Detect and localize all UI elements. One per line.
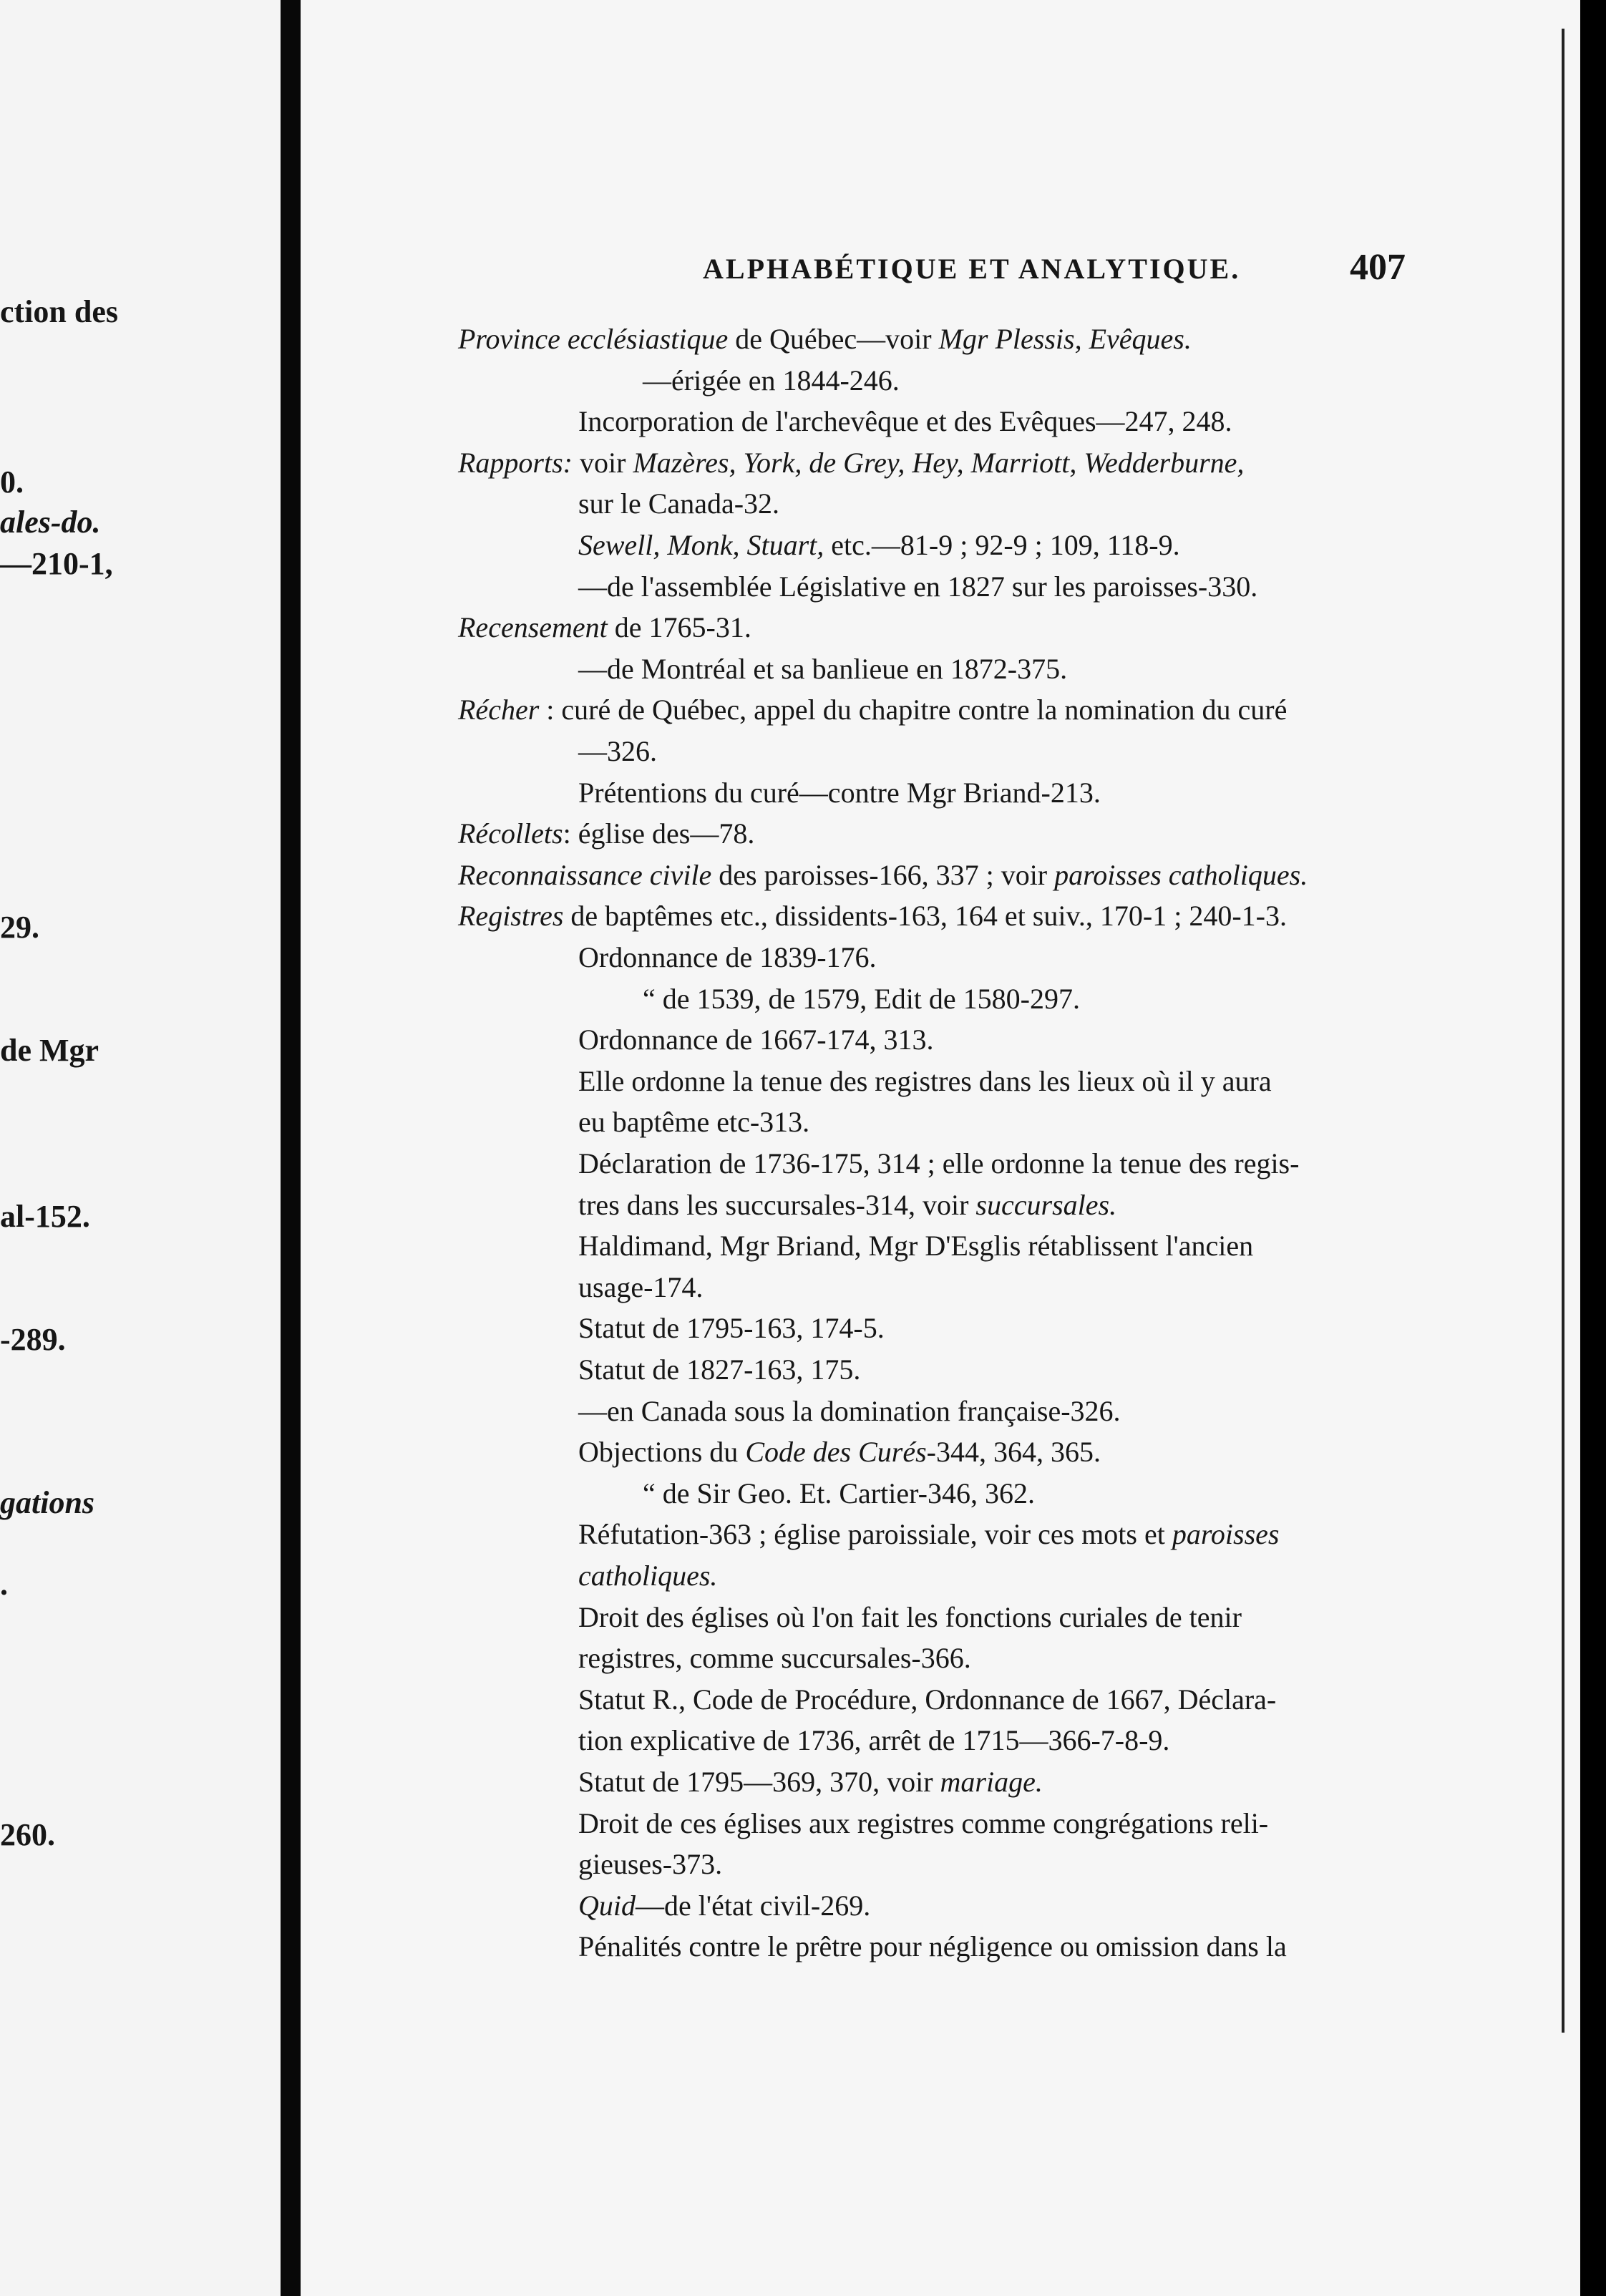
index-term: Récher: [458, 694, 540, 726]
index-text: Réfutation-363 ; église paroissiale, voir ces mots et: [578, 1518, 1172, 1550]
left-fragment: al-152.: [0, 1199, 90, 1234]
index-text: Prétentions du curé—contre Mgr Briand-213.: [578, 777, 1101, 809]
index-line: [458, 693, 1287, 727]
index-term: Mazères, York, de Grey, Hey, Marriott, Wedderburne,: [633, 447, 1245, 479]
index-term: Recensement: [458, 611, 608, 643]
index-line: [578, 1311, 885, 1346]
index-term: Quid: [578, 1889, 636, 1922]
index-text: eu baptême etc-313.: [578, 1106, 810, 1138]
book-gutter: [281, 0, 301, 2296]
index-text: etc.—81-9 ; 92-9 ; 109, 118-9.: [824, 529, 1180, 561]
index-term: paroisses catholiques.: [1054, 859, 1308, 891]
index-line: [578, 1147, 1299, 1181]
index-text: -344, 364, 365.: [926, 1436, 1101, 1468]
left-fragment: ction des: [0, 294, 118, 329]
index-text: —en Canada sous la domination française-326.: [578, 1395, 1121, 1427]
index-term: Rapports:: [458, 447, 573, 479]
index-text: Statut de 1827-163, 175.: [578, 1353, 861, 1386]
index-line: [458, 858, 1308, 892]
index-line: [578, 1683, 1276, 1717]
running-title: ALPHABÉTIQUE ET ANALYTIQUE.: [703, 253, 1241, 285]
left-fragment: 260.: [0, 1817, 55, 1852]
index-text: : curé de Québec, appel du chapitre contre la nomination du curé: [539, 694, 1288, 726]
index-term: Récollets: [458, 817, 563, 850]
index-line: [578, 652, 1067, 686]
index-term: Province ecclésiastique: [458, 323, 729, 355]
index-page: [301, 0, 1580, 2296]
index-text: : église des—78.: [563, 817, 755, 850]
index-line: [578, 1394, 1121, 1429]
index-text: Droit des églises où l'on fait les fonctions curiales de tenir: [578, 1601, 1242, 1633]
index-line: [458, 446, 1244, 480]
index-text: des paroisses-166, 337 ; voir: [711, 859, 1055, 891]
index-text: usage-174.: [578, 1271, 704, 1303]
index-text: voir: [573, 447, 633, 479]
index-text: —de l'état civil-269.: [636, 1889, 871, 1922]
index-text: Haldimand, Mgr Briand, Mgr D'Esglis rétablissent l'ancien: [578, 1230, 1254, 1262]
index-line: [578, 1559, 717, 1593]
index-line: [578, 1806, 1268, 1841]
left-fragment: .: [0, 1567, 8, 1602]
index-line: [578, 734, 657, 769]
left-fragment: gations: [0, 1485, 95, 1520]
index-text: Déclaration de 1736-175, 314 ; elle ordonne la tenue des regis-: [578, 1147, 1300, 1179]
index-line: [643, 982, 1080, 1016]
index-line: [578, 1600, 1242, 1635]
index-term: paroisses: [1172, 1518, 1280, 1550]
index-text: Objections du: [578, 1436, 746, 1468]
index-line: [578, 776, 1101, 810]
index-text: Elle ordonne la tenue des registres dans les lieux où il y aura: [578, 1065, 1272, 1097]
left-fragment: de Mgr: [0, 1033, 99, 1068]
index-line: [578, 1064, 1272, 1099]
index-text: de Québec—voir: [728, 323, 939, 355]
index-line: [578, 1353, 860, 1387]
index-term: catholiques.: [578, 1560, 718, 1592]
page-number: 407: [1350, 247, 1406, 288]
index-line: [578, 1105, 809, 1139]
index-line: [578, 528, 1180, 563]
index-line: [578, 487, 779, 521]
index-text: —326.: [578, 735, 657, 767]
index-line: [578, 1930, 1287, 1964]
left-fragment: 0.: [0, 464, 24, 500]
index-text: tres dans les succursales-314, voir: [578, 1189, 976, 1221]
index-line: [578, 1270, 703, 1305]
index-line: [578, 1435, 1101, 1469]
index-line: [578, 1517, 1279, 1552]
index-line: [578, 570, 1257, 604]
index-term: Reconnaissance civile: [458, 859, 712, 891]
index-text: tion explicative de 1736, arrêt de 1715—366-7-8-9.: [578, 1724, 1170, 1756]
index-line: [578, 1847, 722, 1882]
index-text: de baptêmes etc., dissidents-163, 164 et suiv., 170-1 ; 240-1-3.: [563, 900, 1287, 932]
index-line: [578, 1229, 1253, 1263]
index-line: [643, 364, 900, 398]
index-text: “ de 1539, de 1579, Edit de 1580-297.: [643, 983, 1080, 1015]
index-term: Code des Curés: [745, 1436, 927, 1468]
index-line: [578, 1023, 934, 1057]
left-fragment: —210-1,: [0, 546, 113, 581]
index-line: [458, 611, 751, 645]
index-text: de 1765-31.: [607, 611, 751, 643]
index-line: [578, 1723, 1169, 1758]
facing-page-edge: [0, 0, 281, 2296]
index-line: [643, 1477, 1035, 1511]
index-text: Statut R., Code de Procédure, Ordonnance de 1667, Déclara-: [578, 1683, 1277, 1716]
index-line: [458, 817, 754, 851]
index-line: [578, 404, 1232, 439]
index-line: [458, 322, 1192, 356]
index-term: Sewell, Monk, Stuart,: [578, 529, 824, 561]
index-line: [578, 1641, 971, 1675]
index-line: [578, 1765, 1043, 1799]
index-text: “ de Sir Geo. Et. Cartier-346, 362.: [643, 1477, 1035, 1509]
index-text: —de l'assemblée Législative en 1827 sur les paroisses-330.: [578, 570, 1258, 603]
left-fragment: ales-do.: [0, 505, 101, 540]
index-line: [578, 1188, 1116, 1222]
index-text: Incorporation de l'archevêque et des Evêques—247, 248.: [578, 405, 1232, 437]
page-edge-rule: [1562, 29, 1564, 2033]
left-fragment: -289.: [0, 1322, 66, 1357]
index-term: Registres: [458, 900, 564, 932]
index-text: Droit de ces églises aux registres comme congrégations reli-: [578, 1807, 1269, 1839]
index-line: [578, 1889, 870, 1923]
index-text: —érigée en 1844-246.: [643, 364, 900, 397]
index-text: —de Montréal et sa banlieue en 1872-375.: [578, 653, 1068, 685]
index-text: Ordonnance de 1667-174, 313.: [578, 1023, 934, 1056]
index-line: [578, 940, 877, 975]
index-text: Statut de 1795-163, 174-5.: [578, 1312, 885, 1344]
index-term: Mgr Plessis, Evêques.: [938, 323, 1192, 355]
left-fragment: 29.: [0, 910, 39, 945]
index-term: mariage.: [940, 1766, 1043, 1798]
index-text: Pénalités contre le prêtre pour négligence ou omission dans la: [578, 1930, 1287, 1962]
index-text: Ordonnance de 1839-176.: [578, 941, 877, 973]
scan-border: [1580, 0, 1606, 2296]
index-term: succursales.: [975, 1189, 1117, 1221]
index-line: [458, 899, 1287, 933]
index-text: sur le Canada-32.: [578, 487, 780, 520]
index-text: gieuses-373.: [578, 1848, 723, 1880]
index-text: Statut de 1795—369, 370, voir: [578, 1766, 940, 1798]
index-text: registres, comme succursales-366.: [578, 1642, 971, 1674]
